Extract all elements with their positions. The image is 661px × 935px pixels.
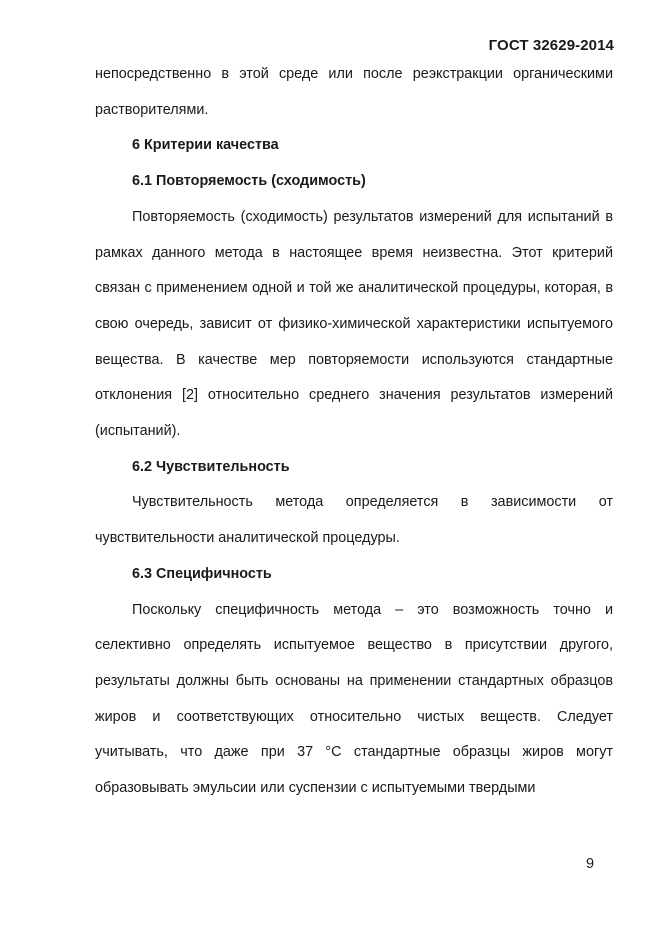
- section-heading-6-2: 6.2 Чувствительность: [132, 458, 290, 475]
- document-code: ГОСТ 32629-2014: [488, 37, 614, 54]
- section-heading-6-3: 6.3 Специфичность: [132, 565, 272, 582]
- page-number: 9: [586, 856, 595, 872]
- paragraph-sensitivity: Чувствительность метода определяется в зависимости от чувствительности аналитической процедуры.: [95, 494, 613, 547]
- page-body: [95, 57, 613, 807]
- paragraph-intro: непосредственно в этой среде или после реэкстракции органическими растворителями.: [95, 66, 613, 118]
- section-heading-6-1: 6.1 Повторяемость (сходимость): [132, 173, 366, 190]
- paragraph-specificity: Поскольку специфичность метода – это возможность точно и селективно определять испытуемое вещество в присутствии другого, результаты должны быть основаны на применении стандартных образцов жиров и соответствующих относительно чистых веществ. Следует учитывать, что даже при 37 °С стандартные образцы жиров могут образовывать эмульсии или суспензии с испытуемыми твердыми: [95, 601, 613, 797]
- paragraph-repeatability: Повторяемость (сходимость) результатов измерений для испытаний в рамках данного метода в настоящее время неизвестна. Этот критерий связан с применением одной и той же аналитической процедуры, которая, в свою очередь, зависит от физико-химической характеристики испытуемого вещества. В качестве мер повторяемости используются стандартные отклонения [2] относительно среднего значения результатов измерений (испытаний).: [95, 208, 613, 440]
- section-heading-6: 6 Критерии качества: [132, 137, 279, 154]
